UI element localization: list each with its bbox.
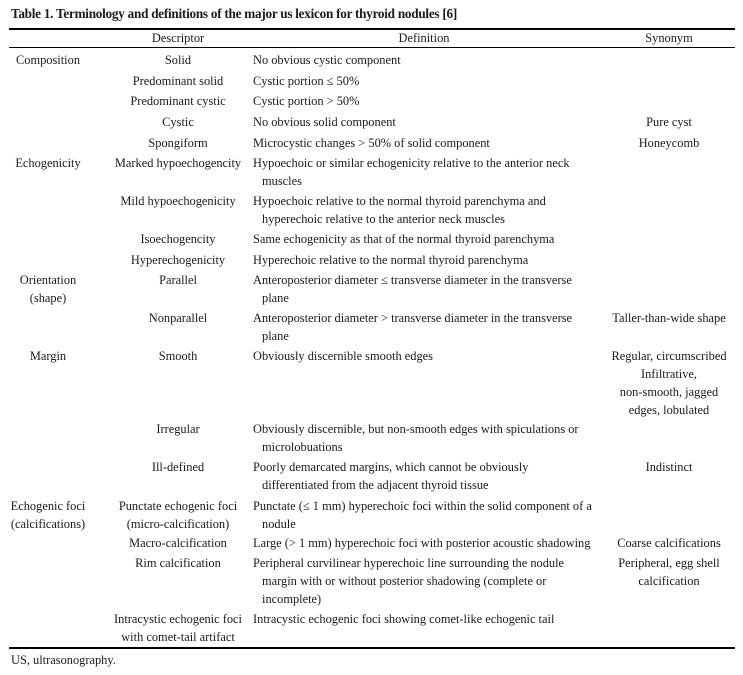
row-descriptor: Rim calcification bbox=[135, 556, 221, 570]
row-definition: Intracystic echogenic foci showing comet-like echogenic tail bbox=[253, 612, 555, 626]
header-definition: Definition bbox=[398, 31, 450, 45]
category-orientation: Orientation (shape) bbox=[19, 273, 77, 305]
row-definition: Anteroposterior diameter > transverse diameter in the transverse plane bbox=[253, 311, 573, 343]
header-synonym: Synonym bbox=[645, 31, 693, 45]
row-synonym: Indistinct bbox=[645, 460, 693, 474]
row-synonym: Pure cyst bbox=[646, 115, 692, 129]
category-echogenic-foci: Echogenic foci (calcifications) bbox=[10, 499, 86, 531]
row-descriptor: Ill-defined bbox=[151, 460, 205, 474]
row-descriptor: Predominant solid bbox=[132, 74, 224, 88]
row-definition: Large (> 1 mm) hyperechoic foci with posterior acoustic shadowing bbox=[253, 536, 591, 550]
row-descriptor: Irregular bbox=[156, 422, 200, 436]
row-synonym: Peripheral, egg shell calcification bbox=[618, 556, 720, 588]
row-descriptor: Macro-calcification bbox=[129, 536, 227, 550]
row-descriptor: Parallel bbox=[159, 273, 197, 287]
row-definition: Cystic portion ≤ 50% bbox=[253, 74, 360, 88]
category-echogenicity: Echogenicity bbox=[15, 156, 81, 170]
row-descriptor: Cystic bbox=[162, 115, 194, 129]
row-synonym: Regular, circumscribed Infiltrative, non-smooth, jagged edges, lobulated bbox=[611, 349, 727, 417]
row-definition: Cystic portion > 50% bbox=[253, 94, 360, 108]
row-definition: No obvious solid component bbox=[253, 115, 396, 129]
row-descriptor: Punctate echogenic foci (micro-calcification) bbox=[118, 499, 238, 531]
row-definition: Microcystic changes > 50% of solid component bbox=[253, 136, 490, 150]
row-definition: Anteroposterior diameter ≤ transverse diameter in the transverse plane bbox=[253, 273, 572, 305]
row-descriptor: Predominant cystic bbox=[130, 94, 226, 108]
row-descriptor: Isoechogencity bbox=[140, 232, 216, 246]
row-synonym: Coarse calcifications bbox=[617, 536, 721, 550]
row-definition: Peripheral curvilinear hyperechoic line surrounding the nodule margin with or without posterior shadowing (complete or incomplete) bbox=[253, 556, 565, 606]
row-synonym: Taller-than-wide shape bbox=[612, 311, 726, 325]
table-title: Table 1. Terminology and definitions of the major us lexicon for thyroid nodules [6] bbox=[11, 6, 457, 21]
row-definition: Punctate (≤ 1 mm) hyperechoic foci within the solid component of a nodule bbox=[253, 499, 592, 531]
row-descriptor: Mild hypoechogenicity bbox=[120, 194, 236, 208]
row-descriptor: Solid bbox=[164, 53, 192, 67]
row-definition: Hypoechoic or similar echogenicity relative to the anterior neck muscles bbox=[253, 156, 570, 188]
category-margin: Margin bbox=[29, 349, 67, 363]
row-definition: Same echogenicity as that of the normal thyroid parenchyma bbox=[253, 232, 555, 246]
row-descriptor: Intracystic echogenic foci with comet-tail artifact bbox=[114, 612, 242, 644]
row-descriptor: Smooth bbox=[158, 349, 198, 363]
row-descriptor: Marked hypoechogencity bbox=[114, 156, 242, 170]
row-definition: Hyperechoic relative to the normal thyroid parenchyma bbox=[253, 253, 529, 267]
row-descriptor: Nonparallel bbox=[148, 311, 208, 325]
row-definition: Obviously discernible, but non-smooth edges with spiculations or microlobuations bbox=[253, 422, 579, 454]
table-footnote: US, ultrasonography. bbox=[11, 653, 116, 667]
header-descriptor: Descriptor bbox=[151, 31, 205, 45]
row-definition: Poorly demarcated margins, which cannot be obviously differentiated from the adjacent thyroid tissue bbox=[253, 460, 529, 492]
bottom-rule bbox=[9, 647, 735, 649]
row-descriptor: Spongiform bbox=[148, 136, 208, 150]
row-definition: Obviously discernible smooth edges bbox=[253, 349, 433, 363]
category-composition: Composition bbox=[15, 53, 81, 67]
row-definition: Hypoechoic relative to the normal thyroid parenchyma and hyperechoic relative to the anterior neck muscles bbox=[253, 194, 546, 226]
row-descriptor: Hyperechogenicity bbox=[130, 253, 226, 267]
header-rule bbox=[9, 47, 735, 48]
row-definition: No obvious cystic component bbox=[253, 53, 401, 67]
row-synonym: Honeycomb bbox=[638, 136, 700, 150]
